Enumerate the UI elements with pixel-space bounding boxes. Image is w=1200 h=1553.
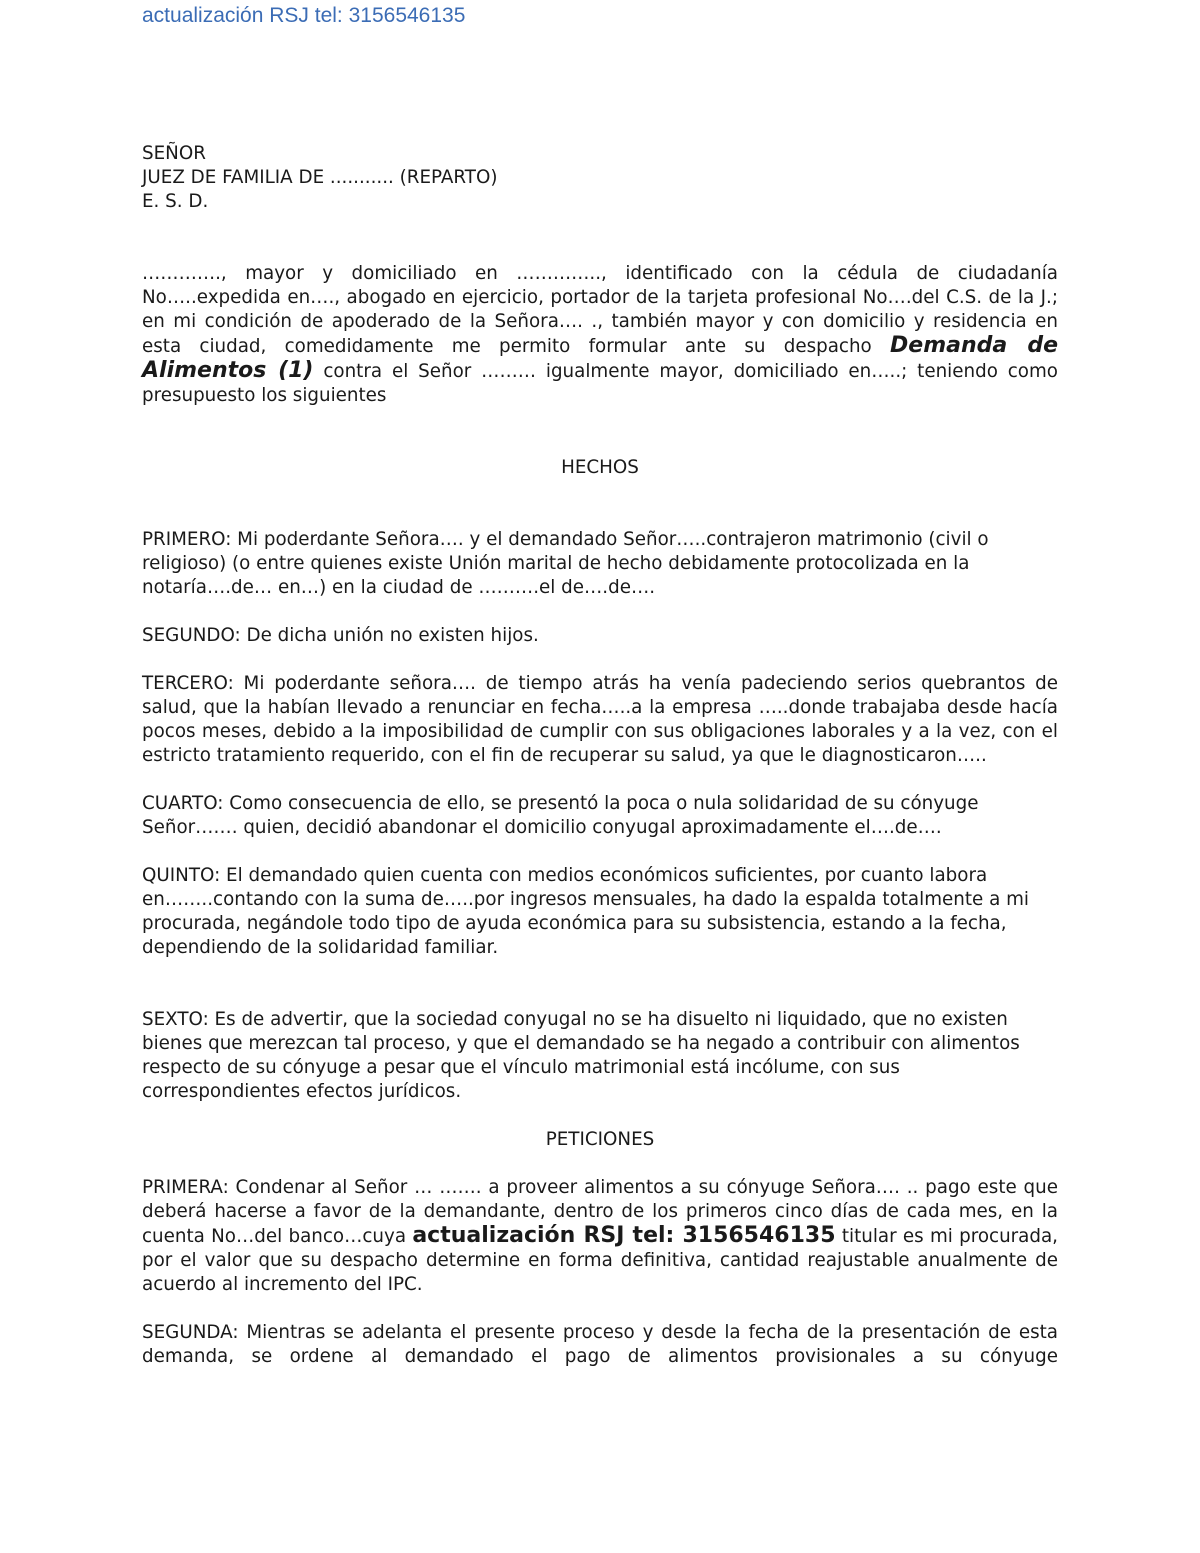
hecho-tercero: TERCERO: Mi poderdante señora…. de tiempo atrás ha venía padeciendo serios quebrantos de salud, que la habían llevado a renunciar en fecha…..a la empresa …..donde trabajaba desde hacía pocos meses, debido a la imposibilidad de cumplir con sus obligaciones laborales y a la vez, con el estricto tratamiento requerido, con el fin de recuperar su salud, ya que le diagnosticaron….. bbox=[142, 673, 1058, 766]
peticion-primera bbox=[142, 1176, 1058, 1297]
hecho-primero: PRIMERO: Mi poderdante Señora…. y el demandado Señor…..contrajeron matrimonio (civil o religioso) (o entre quienes existe Unión marital de hecho debidamente protocolizada en la notaría….de… en…) en la ciudad de ……….el de….de…. bbox=[142, 529, 989, 598]
intro-text-part2: contra el Señor ……… igualmente mayor, domiciliado en…..; teniendo como presupuesto los siguientes bbox=[142, 361, 1058, 406]
document-body bbox=[142, 142, 1058, 1369]
peticion-segunda: SEGUNDA: Mientras se adelanta el presente proceso y desde la fecha de la presentación de esta demanda, se ordene al demandado el pago de alimentos provisionales a su cónyuge bbox=[142, 1322, 1058, 1367]
demand-title: Demanda de Alimentos (1) bbox=[142, 333, 1059, 383]
address-line-2: JUEZ DE FAMILIA DE ........... (REPARTO) bbox=[142, 167, 498, 188]
peticiones-heading: PETICIONES bbox=[545, 1129, 655, 1150]
header-contact-line: actualización RSJ tel: 3156546135 bbox=[142, 4, 466, 27]
peticion-primera-part2: titular es mi procurada, por el valor que su despacho determine en forma definitiva, cantidad reajustable anualmente de acuerdo al incremento del IPC. bbox=[142, 1226, 1058, 1295]
hecho-sexto: SEXTO: Es de advertir, que la sociedad conyugal no se ha disuelto ni liquidado, que no existen bienes que merezcan tal proceso, y que el demandado se ha negado a contribuir con alimentos respecto de su cónyuge a pesar que el vínculo matrimonial está incólume, con sus correspondientes efectos jurídicos. bbox=[142, 1009, 1020, 1102]
hecho-cuarto: CUARTO: Como consecuencia de ello, se presentó la poca o nula solidaridad de su cónyuge Señor……. quien, decidió abandonar el domicilio conyugal aproximadamente el….de…. bbox=[142, 793, 979, 838]
peticion-primera-part1: PRIMERA: Condenar al Señor … ……. a proveer alimentos a su cónyuge Señora…. .. pago este que deberá hacerse a favor de la demandante, dentro de los primeros cinco días de cada mes, en la cuenta No…del banco…cuya bbox=[142, 1177, 1058, 1247]
hecho-segundo: SEGUNDO: De dicha unión no existen hijos. bbox=[142, 625, 539, 646]
address-line-3: E. S. D. bbox=[142, 191, 209, 212]
hecho-quinto: QUINTO: El demandado quien cuenta con medios económicos suficientes, por cuanto labora en……..contando con la suma de…..por ingresos mensuales, ha dado la espalda totalmente a mi procurada, negándole todo tipo de ayuda económica para su subsistencia, estando a la fecha, dependiendo de la solidaridad familiar. bbox=[142, 865, 1029, 958]
address-line-1: SEÑOR bbox=[142, 143, 206, 164]
intro-text-part1: …………., mayor y domiciliado en ………….., identificado con la cédula de ciudadanía No…..expedida en…., abogado en ejercicio, portador de la tarjeta profesional No….del C.S. de la J.; en mi condición de apoderado de la Señora…. ., también mayor y con domicilio y residencia en esta ciudad, comedidamente me permito formular ante su despacho bbox=[142, 263, 1058, 357]
intro-paragraph bbox=[142, 262, 1058, 408]
inline-contact-watermark: actualización RSJ tel: 3156546135 bbox=[412, 1223, 836, 1248]
hechos-heading: HECHOS bbox=[561, 457, 639, 478]
